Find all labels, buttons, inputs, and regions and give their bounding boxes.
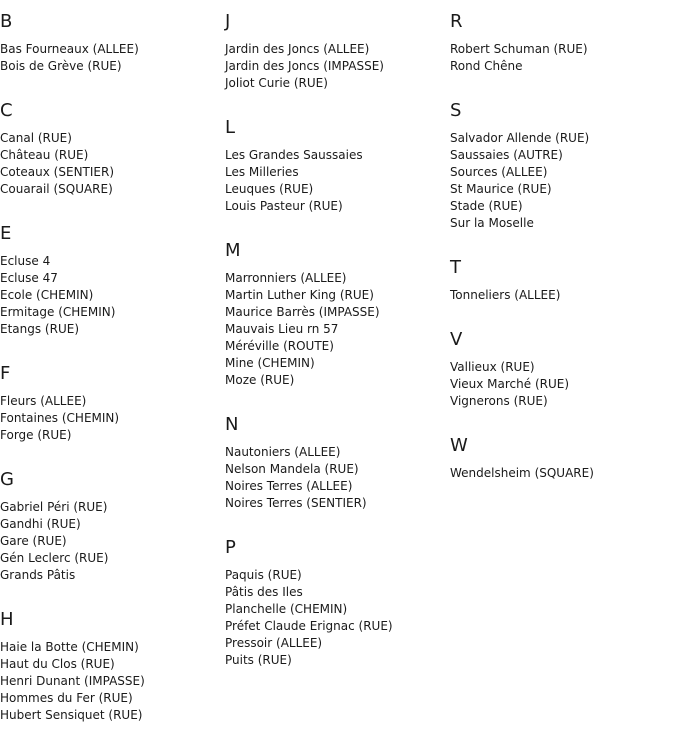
street-list-item <box>225 495 393 512</box>
street-link[interactable]: Mine (CHEMIN) <box>225 356 315 370</box>
street-list-item <box>0 427 145 444</box>
street-index-column-3 <box>450 0 594 482</box>
street-list <box>0 631 145 724</box>
street-list-item <box>225 461 393 478</box>
letter-heading: J <box>225 11 231 32</box>
street-list-item <box>0 533 145 550</box>
street-link[interactable]: Gandhi (RUE) <box>0 517 81 531</box>
street-list-item <box>0 516 145 533</box>
street-link[interactable]: Ecluse 47 <box>0 271 58 285</box>
street-link[interactable]: Gare (RUE) <box>0 534 67 548</box>
street-link[interactable]: Coteaux (SENTIER) <box>0 165 115 179</box>
street-list <box>225 262 393 389</box>
letter-group-f <box>0 338 145 444</box>
street-index-column-2 <box>225 0 393 669</box>
street-list-item <box>450 376 594 393</box>
letter-heading: S <box>450 100 462 121</box>
street-list-item <box>225 372 393 389</box>
street-list <box>225 33 393 92</box>
street-link[interactable]: Les Grandes Saussaies <box>225 148 363 162</box>
street-link[interactable]: Ermitage (CHEMIN) <box>0 305 116 319</box>
letter-group-m <box>225 215 393 389</box>
street-link[interactable]: Grands Pâtis <box>0 568 76 582</box>
street-list-item <box>0 393 145 410</box>
street-list-item <box>450 198 594 215</box>
street-list-item <box>0 270 145 287</box>
street-link[interactable]: Haie la Botte (CHEMIN) <box>0 640 139 654</box>
street-link[interactable]: Sur la Moselle <box>450 216 534 230</box>
street-list-item <box>450 41 594 58</box>
street-list-item <box>0 707 145 724</box>
street-list-item <box>0 410 145 427</box>
letter-heading: G <box>0 469 14 490</box>
street-link[interactable]: Ecluse 4 <box>0 254 51 268</box>
street-link[interactable]: Etangs (RUE) <box>0 322 79 336</box>
street-list-item <box>0 690 145 707</box>
street-list <box>0 33 145 75</box>
street-list-item <box>225 75 393 92</box>
street-link[interactable]: Leuques (RUE) <box>225 182 314 196</box>
street-list-item <box>450 359 594 376</box>
street-link[interactable]: Louis Pasteur (RUE) <box>225 199 343 213</box>
street-link[interactable]: Stade (RUE) <box>450 199 523 213</box>
letter-group-t <box>450 232 594 304</box>
street-list-item <box>450 465 594 482</box>
street-link[interactable]: Bois de Grève (RUE) <box>0 59 122 73</box>
street-link[interactable]: Jardin des Joncs (IMPASSE) <box>225 59 384 73</box>
street-list-item <box>0 550 145 567</box>
street-link[interactable]: Pâtis des Iles <box>225 585 303 599</box>
street-list <box>450 279 594 304</box>
letter-heading: F <box>0 363 11 384</box>
letter-heading: B <box>0 11 13 32</box>
letter-group-r <box>450 0 594 75</box>
street-link[interactable]: Pressoir (ALLEE) <box>225 636 323 650</box>
street-link[interactable]: Planchelle (CHEMIN) <box>225 602 348 616</box>
street-link[interactable]: Maurice Barrès (IMPASSE) <box>225 305 380 319</box>
street-list-item <box>225 601 393 618</box>
street-list-item <box>225 355 393 372</box>
letter-group-n <box>225 389 393 512</box>
street-link[interactable]: Hubert Sensiquet (RUE) <box>0 708 143 722</box>
street-link[interactable]: Mauvais Lieu rn 57 <box>225 322 339 336</box>
street-link[interactable]: Hommes du Fer (RUE) <box>0 691 133 705</box>
street-link[interactable]: Fleurs (ALLEE) <box>0 394 87 408</box>
letter-heading: V <box>450 329 463 350</box>
street-list-item <box>225 287 393 304</box>
letter-heading: R <box>450 11 463 32</box>
street-list-item <box>0 130 145 147</box>
street-list-item <box>450 393 594 410</box>
street-list-item <box>225 584 393 601</box>
street-list <box>450 457 594 482</box>
street-link[interactable]: Vieux Marché (RUE) <box>450 377 570 391</box>
street-list-item <box>225 321 393 338</box>
street-link[interactable]: Puits (RUE) <box>225 653 292 667</box>
street-list-item <box>225 635 393 652</box>
street-list-item <box>0 41 145 58</box>
street-list-item <box>450 147 594 164</box>
street-list-item <box>0 567 145 584</box>
street-list-item <box>0 253 145 270</box>
street-link[interactable]: Robert Schuman (RUE) <box>450 42 588 56</box>
letter-heading: L <box>225 117 236 138</box>
street-link[interactable]: Forge (RUE) <box>0 428 72 442</box>
street-list-item <box>450 287 594 304</box>
letter-heading: W <box>450 435 468 456</box>
street-link[interactable]: Préfet Claude Erignac (RUE) <box>225 619 393 633</box>
street-link[interactable]: Martin Luther King (RUE) <box>225 288 374 302</box>
street-list-item <box>0 164 145 181</box>
letter-heading: P <box>225 537 236 558</box>
street-link[interactable]: Les Milleries <box>225 165 299 179</box>
street-link[interactable]: Marronniers (ALLEE) <box>225 271 347 285</box>
street-link[interactable]: Moze (RUE) <box>225 373 295 387</box>
letter-group-e <box>0 198 145 338</box>
street-list-item <box>0 656 145 673</box>
street-list-item <box>450 58 594 75</box>
street-list-item <box>0 58 145 75</box>
street-list <box>225 436 393 512</box>
street-list-item <box>450 130 594 147</box>
letter-group-l <box>225 92 393 215</box>
street-link[interactable]: Fontaines (CHEMIN) <box>0 411 120 425</box>
street-list-item <box>225 270 393 287</box>
letter-group-p <box>225 512 393 669</box>
street-list <box>0 245 145 338</box>
street-link[interactable]: Gabriel Péri (RUE) <box>0 500 108 514</box>
street-list <box>450 351 594 410</box>
letter-heading: T <box>450 257 461 278</box>
street-list-item <box>0 147 145 164</box>
street-list-item <box>0 673 145 690</box>
street-link[interactable]: Gén Leclerc (RUE) <box>0 551 109 565</box>
street-link[interactable]: Rond Chêne <box>450 59 523 73</box>
street-list-item <box>0 639 145 656</box>
street-link[interactable]: Vallieux (RUE) <box>450 360 535 374</box>
letter-group-w <box>450 410 594 482</box>
letter-group-j <box>225 0 393 92</box>
letter-group-s <box>450 75 594 232</box>
street-list-item <box>225 58 393 75</box>
street-link[interactable]: Sources (ALLEE) <box>450 165 548 179</box>
street-list <box>450 122 594 232</box>
street-list-item <box>225 304 393 321</box>
street-list-item <box>0 181 145 198</box>
street-link[interactable]: Couarail (SQUARE) <box>0 182 113 196</box>
street-list <box>225 139 393 215</box>
letter-heading: M <box>225 240 241 261</box>
street-list-item <box>225 198 393 215</box>
street-list <box>450 33 594 75</box>
street-list <box>0 122 145 198</box>
letter-group-v <box>450 304 594 410</box>
street-link[interactable]: Nautoniers (ALLEE) <box>225 445 341 459</box>
street-link[interactable]: St Maurice (RUE) <box>450 182 552 196</box>
letter-group-b <box>0 0 145 75</box>
letter-group-g <box>0 444 145 584</box>
street-link[interactable]: Vignerons (RUE) <box>450 394 548 408</box>
street-link[interactable]: Haut du Clos (RUE) <box>0 657 115 671</box>
street-link[interactable]: Noires Terres (ALLEE) <box>225 479 353 493</box>
street-link[interactable]: Henri Dunant (IMPASSE) <box>0 674 145 688</box>
street-list-item <box>0 304 145 321</box>
street-list-item <box>225 652 393 669</box>
street-list-item <box>0 499 145 516</box>
street-list-item <box>450 164 594 181</box>
letter-group-c <box>0 75 145 198</box>
street-link[interactable]: Saussaies (AUTRE) <box>450 148 563 162</box>
street-link[interactable]: Salvador Allende (RUE) <box>450 131 590 145</box>
street-list-item <box>225 147 393 164</box>
letter-heading: N <box>225 414 239 435</box>
street-link[interactable]: Joliot Curie (RUE) <box>225 76 328 90</box>
street-link[interactable]: Jardin des Joncs (ALLEE) <box>225 42 370 56</box>
street-list-item <box>0 321 145 338</box>
street-list-item <box>225 567 393 584</box>
street-list <box>225 559 393 669</box>
street-link[interactable]: Méréville (ROUTE) <box>225 339 334 353</box>
street-link[interactable]: Nelson Mandela (RUE) <box>225 462 359 476</box>
street-list <box>0 385 145 444</box>
street-list-item <box>450 215 594 232</box>
street-link[interactable]: Bas Fourneaux (ALLEE) <box>0 42 139 56</box>
street-link[interactable]: Ecole (CHEMIN) <box>0 288 94 302</box>
letter-heading: E <box>0 223 12 244</box>
street-link[interactable]: Canal (RUE) <box>0 131 72 145</box>
street-list-item <box>225 338 393 355</box>
street-link[interactable]: Château (RUE) <box>0 148 89 162</box>
street-link[interactable]: Tonneliers (ALLEE) <box>450 288 561 302</box>
street-list-item <box>225 444 393 461</box>
letter-group-h <box>0 584 145 724</box>
letter-heading: C <box>0 100 13 121</box>
street-list <box>0 491 145 584</box>
street-list-item <box>225 478 393 495</box>
street-list-item <box>225 164 393 181</box>
street-link[interactable]: Wendelsheim (SQUARE) <box>450 466 594 480</box>
street-link[interactable]: Noires Terres (SENTIER) <box>225 496 367 510</box>
street-list-item <box>0 287 145 304</box>
letter-heading: H <box>0 609 14 630</box>
street-list-item <box>225 181 393 198</box>
street-list-item <box>450 181 594 198</box>
street-link[interactable]: Paquis (RUE) <box>225 568 302 582</box>
street-index-column-1 <box>0 0 145 724</box>
street-list-item <box>225 41 393 58</box>
street-list-item <box>225 618 393 635</box>
